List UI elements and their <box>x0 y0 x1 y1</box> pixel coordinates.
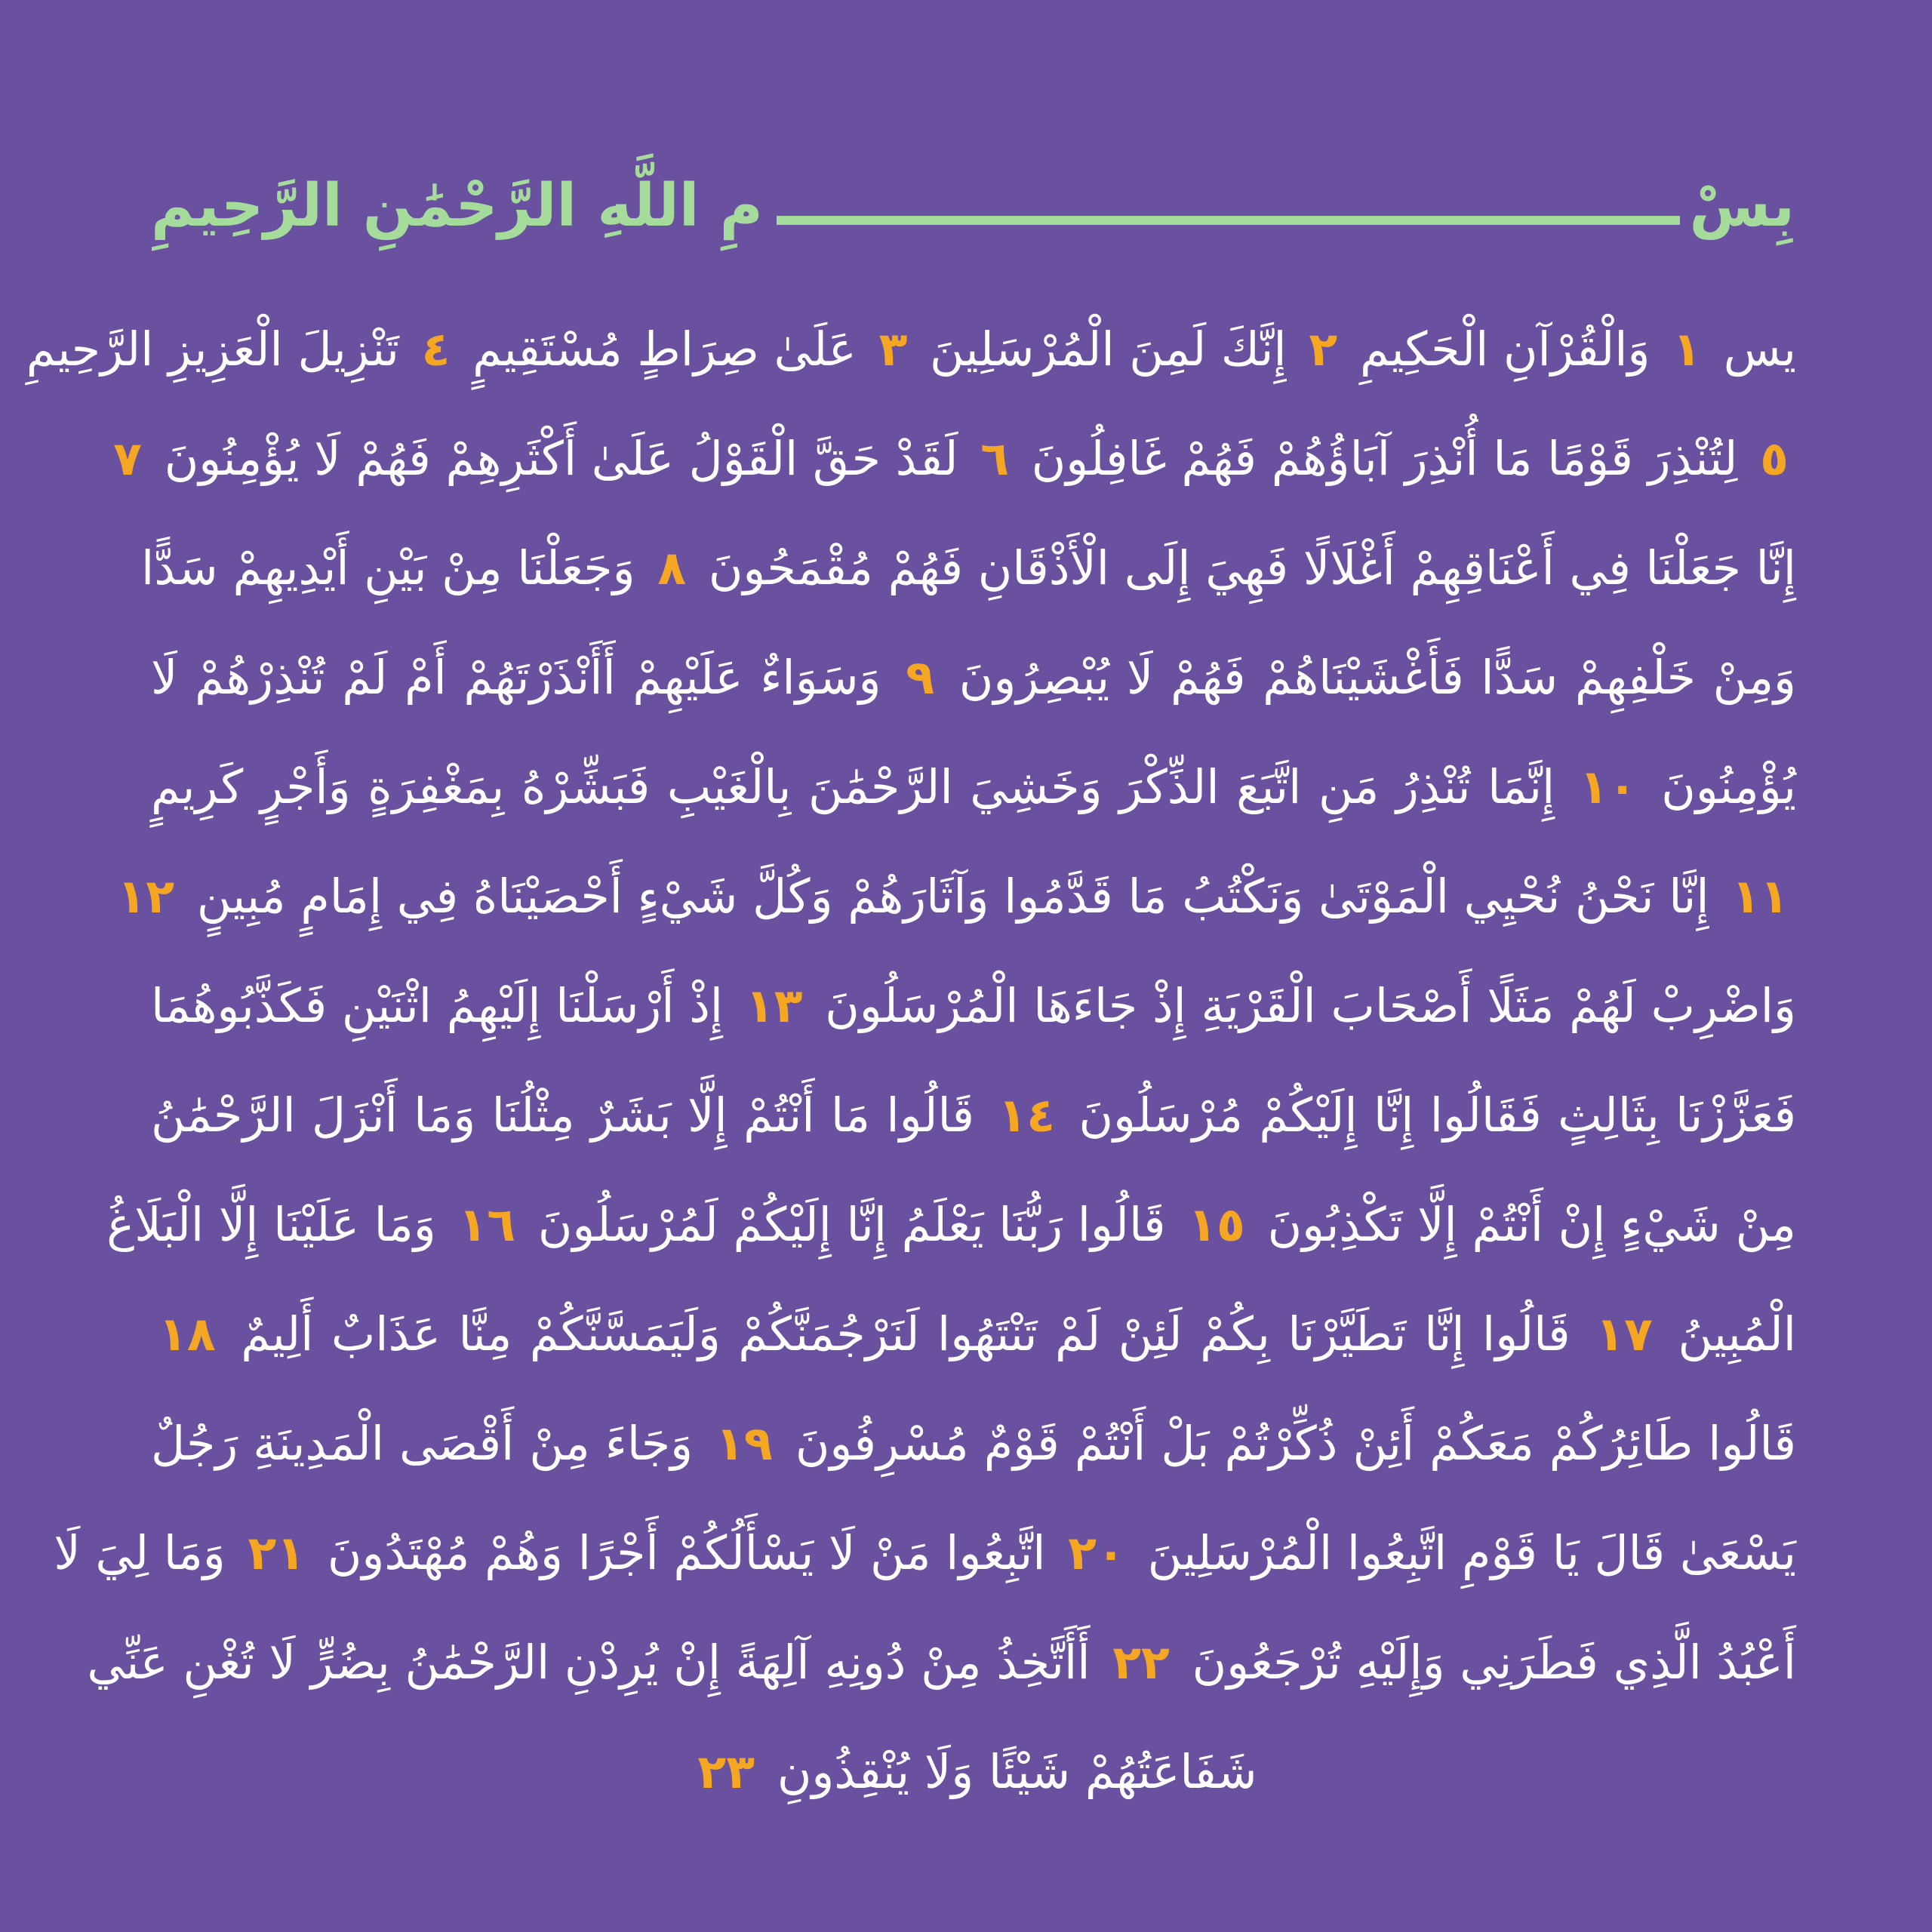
verse-text: لَقَدْ حَقَّ الْقَوْلُ عَلَىٰ أَكْثَرِهِمْ فَهُمْ لَا يُؤْمِنُونَ <box>164 431 958 486</box>
verse-number: ١ <box>1672 321 1701 377</box>
verse-text: قَالُوا مَا أَنْتُمْ إِلَّا بَشَرٌ مِثْلُنَا وَمَا أَنْزَلَ الرَّحْمَٰنُ <box>151 1088 975 1143</box>
verse-text: إِنَّكَ لَمِنَ الْمُرْسَلِينَ <box>930 321 1287 377</box>
verse-text: يس <box>1723 321 1796 377</box>
basmala-end: مِ اللَّهِ الرَّحْمَٰنِ الرَّحِيمِ <box>151 165 777 255</box>
verse-line <box>26 294 1796 404</box>
verse-text: شَفَاعَتُهُمْ شَيْئًا وَلَا يُنْقِذُونِ <box>777 1744 1257 1799</box>
verse-number: ٢ <box>1309 321 1338 377</box>
verse-text: إِنَّمَا تُنْذِرُ مَنِ اتَّبَعَ الذِّكْرَ وَخَشِيَ الرَّحْمَٰنَ بِالْغَيْبِ فَبَشِّرْهُ بِمَغْفِرَةٍ وَأَجْرٍ كَرِيمٍ <box>151 759 1555 814</box>
verse-text: وَمِنْ خَلْفِهِمْ سَدًّا فَأَغْشَيْنَاهُمْ فَهُمْ لَا يُبْصِرُونَ <box>958 650 1796 705</box>
verse-text: اتَّبِعُوا مَنْ لَا يَسْأَلُكُمْ أَجْرًا وَهُمْ مُهْتَدُونَ <box>327 1525 1046 1580</box>
verse-text: إِذْ أَرْسَلْنَا إِلَيْهِمُ اثْنَيْنِ فَكَذَّبُوهُمَا <box>151 978 724 1033</box>
verse-text: قَالُوا إِنَّا تَطَيَّرْنَا بِكُمْ لَئِنْ لَمْ تَنْتَهُوا لَنَرْجُمَنَّكُمْ وَلَيَمَسَّنَّكُمْ مِنَّا عَذَابٌ أَلِيمٌ <box>241 1306 1571 1361</box>
verse-number: ١٢ <box>117 869 175 924</box>
verse-text: أَعْبُدُ الَّذِي فَطَرَنِي وَإِلَيْهِ تُرْجَعُونَ <box>1192 1635 1796 1690</box>
verse-text: وَجَعَلْنَا مِنْ بَيْنِ أَيْدِيهِمْ سَدًّا <box>141 540 635 595</box>
verse-line <box>151 1717 1796 1826</box>
verse-number: ٩ <box>906 650 935 705</box>
verse-text: وَسَوَاءٌ عَلَيْهِمْ أَأَنْذَرْتَهُمْ أَمْ لَمْ تُنْذِرْهُمْ لَا <box>151 650 881 705</box>
verse-text: أَأَتَّخِذُ مِنْ دُونِهِ آلِهَةً إِنْ يُرِدْنِ الرَّحْمَٰنُ بِضُرٍّ لَا تُغْنِ عَنِّي <box>87 1635 1091 1690</box>
verse-number: ١٦ <box>458 1197 516 1252</box>
basmala <box>151 165 1795 255</box>
verse-text: إِنَّا نَحْنُ نُحْيِي الْمَوْتَىٰ وَنَكْتُبُ مَا قَدَّمُوا وَآثَارَهُمْ وَكُلَّ شَيْءٍ أَحْصَيْنَاهُ فِي إِمَامٍ مُبِينٍ <box>196 869 1709 924</box>
verse-number: ٢٢ <box>1112 1635 1170 1690</box>
verse-number: ١٩ <box>715 1416 773 1471</box>
verse-number: ٢٠ <box>1068 1525 1125 1580</box>
verse-line <box>151 1060 1796 1170</box>
verse-text: يَسْعَىٰ قَالَ يَا قَوْمِ اتَّبِعُوا الْمُرْسَلِينَ <box>1147 1525 1796 1580</box>
verse-text: لِتُنْذِرَ قَوْمًا مَا أُنْذِرَ آبَاؤُهُمْ فَهُمْ غَافِلُونَ <box>1031 431 1738 486</box>
verse-number: ٢٣ <box>697 1744 755 1799</box>
verse-text: وَجَاءَ مِنْ أَقْصَى الْمَدِينَةِ رَجُلٌ <box>151 1416 694 1471</box>
verse-text: وَمَا عَلَيْنَا إِلَّا الْبَلَاغُ <box>106 1197 436 1252</box>
verse-line <box>106 1170 1796 1279</box>
verse-number: ٣ <box>878 321 908 377</box>
verse-number: ١٤ <box>998 1088 1056 1143</box>
verse-number: ١٥ <box>1188 1197 1245 1252</box>
verse-line <box>151 732 1796 841</box>
verse-text: مِنْ شَيْءٍ إِنْ أَنْتُمْ إِلَّا تَكْذِبُونَ <box>1267 1197 1796 1252</box>
verses-block <box>26 294 1797 1826</box>
verse-number: ٨ <box>657 540 687 595</box>
verse-line <box>151 1389 1796 1498</box>
verse-number: ١١ <box>1731 869 1789 924</box>
verse-line <box>54 1498 1796 1607</box>
verse-text: قَالُوا رَبُّنَا يَعْلَمُ إِنَّا إِلَيْكُمْ لَمُرْسَلُونَ <box>537 1197 1166 1252</box>
verse-text: وَاضْرِبْ لَهُمْ مَثَلًا أَصْحَابَ الْقَرْيَةِ إِذْ جَاءَهَا الْمُرْسَلُونَ <box>825 978 1796 1033</box>
verse-line <box>117 841 1796 951</box>
verse-line <box>151 623 1796 732</box>
verse-line <box>151 1279 1796 1389</box>
verse-text: تَنْزِيلَ الْعَزِيزِ الرَّحِيمِ <box>26 321 399 377</box>
verse-text: الْمُبِينُ <box>1678 1306 1797 1361</box>
verse-number: ١٨ <box>158 1306 216 1361</box>
verse-text: يُؤْمِنُونَ <box>1661 759 1796 814</box>
verse-number: ٧ <box>113 431 142 486</box>
verse-line <box>151 951 1796 1060</box>
verse-text: قَالُوا طَائِرُكُمْ مَعَكُمْ أَئِنْ ذُكِّرْتُمْ بَلْ أَنْتُمْ قَوْمٌ مُسْرِفُونَ <box>795 1416 1796 1471</box>
verse-number: ٦ <box>980 431 1010 486</box>
verse-line <box>113 404 1796 513</box>
verse-number: ١٣ <box>745 978 803 1033</box>
verse-text: فَعَزَّزْنَا بِثَالِثٍ فَقَالُوا إِنَّا إِلَيْكُمْ مُرْسَلُونَ <box>1078 1088 1797 1143</box>
verse-text: إِنَّا جَعَلْنَا فِي أَعْنَاقِهِمْ أَغْلَالًا فَهِيَ إِلَى الْأَذْقَانِ فَهُمْ مُقْمَحُونَ <box>708 540 1796 595</box>
verse-text: وَمَا لِيَ لَا <box>54 1525 226 1580</box>
verse-text: عَلَىٰ صِرَاطٍ مُسْتَقِيمٍ <box>472 321 857 377</box>
verse-text: وَالْقُرْآنِ الْحَكِيمِ <box>1359 321 1651 377</box>
verse-number: ٤ <box>421 321 451 377</box>
verse-number: ٥ <box>1760 431 1789 486</box>
verse-number: ٢١ <box>248 1525 306 1580</box>
verse-line <box>141 513 1796 623</box>
verse-number: ١٠ <box>1579 759 1637 814</box>
verse-line <box>87 1607 1796 1717</box>
basmala-start: بِسْ <box>1680 165 1795 255</box>
basmala-tatweel-line <box>604 216 1764 225</box>
verse-number: ١٧ <box>1595 1306 1653 1361</box>
